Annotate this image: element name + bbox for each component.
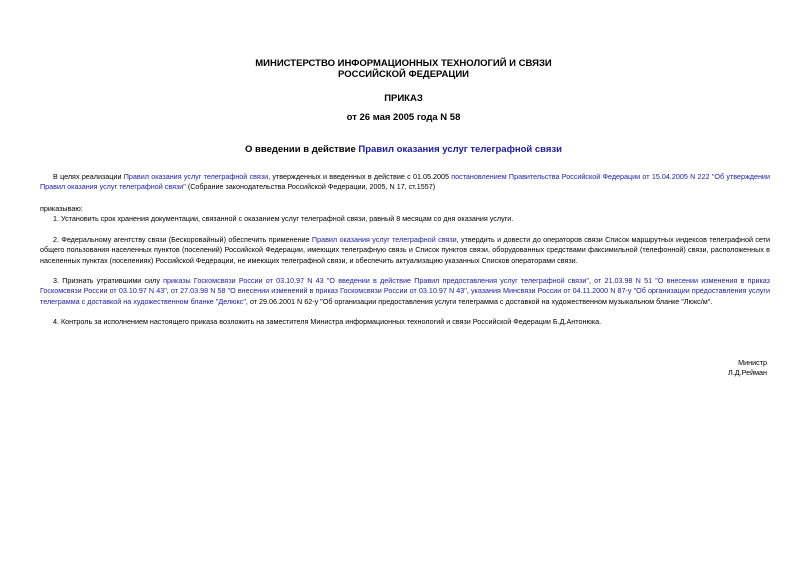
order-51-link[interactable]: от 21.03.98 N 51 "О внесении изменения в приказ Госкомсвязи России от 03.10.97 N 43" [40, 276, 770, 296]
rules-link[interactable]: Правил оказания услуг телеграфной связи [123, 172, 269, 181]
intro-text-1: В целях реализации [53, 172, 124, 181]
item-1: 1. Установить срок хранения документации, связанной с оказанием услуг телеграфной связи, равный 8 месяцам со дня оказания услуги. [53, 214, 514, 223]
intro-text-2: , утвержденных и введенных в действие с 01.05.2005 [268, 172, 452, 181]
item-2-rules-link[interactable]: Правил оказания услуг телеграфной связи [311, 235, 457, 244]
item-3-text-5: , от 29.06.2001 N 62-у "Об организации предоставления услуги телеграмма с доставкой на художественном музыкальном бланке "Люкс/м". [245, 296, 713, 306]
government-decree-link[interactable]: постановлением Правительства Российской Федерации от 15.04.2005 N 222 "Об утверждении Правил оказания услуг телеграфной связи" [40, 172, 770, 192]
signature-name: Л.Д.Рейман [728, 368, 767, 378]
order-43-link[interactable]: приказы Госкомсвязи России от 03.10.97 N 43 "О введении в действие Правил предоставления услуг телеграфной связи" [163, 276, 589, 285]
item-4: 4. Контроль за исполнением настоящего приказа возложить на заместителя Министра информационных технологий и связи Российской Федерации Б.Д.Антонюка. [53, 317, 602, 326]
order-word: приказываю: [40, 204, 83, 213]
item-3-sep-2: , [166, 286, 171, 296]
ministry-heading [0, 58, 807, 80]
intro-paragraph [40, 172, 770, 193]
title-link[interactable]: Правил оказания услуг телеграфной связи [358, 144, 563, 155]
ministry-line-1: МИНИСТЕРСТВО ИНФОРМАЦИОННЫХ ТЕХНОЛОГИЙ И СВЯЗИ [255, 58, 552, 69]
doc-date-number: от 26 мая 2005 года N 58 [346, 112, 461, 123]
doc-type: ПРИКАЗ [384, 93, 423, 104]
title-prefix: О введении в действие [244, 144, 359, 155]
order-58-link[interactable]: от 27.03.98 N 58 "О внесении изменений в приказ Госкомсвязи России от 03.10.97 N 43" [170, 286, 467, 296]
signature-position: Министр [738, 358, 767, 367]
ministry-line-2: РОССИЙСКОЙ ФЕДЕРАЦИИ [337, 69, 469, 80]
item-2-text-1: 2. Федеральному агентству связи (Бескоровайный) обеспечить применение [53, 235, 312, 244]
item-3 [40, 276, 770, 307]
instruction-87u-link[interactable]: указания Минсвязи России от 04.11.2000 N 87-у "Об организации предоставления услуги телеграмма с доставкой на художественном бланке "Делюкс" [40, 286, 770, 306]
item-2 [40, 235, 770, 266]
item-3-sep-3: , [466, 286, 471, 296]
item-2-text-2: , утвердить и довести до операторов связи Список маршрутных индексов телеграфной сети общего пользования населенных пунктов (поселений) Российской Федерации, имеющих телеграфную связь и Список пунктов связи, оборудованных средствами факсимильной (телефонной) связи, расположенных в населенных пунктах (поселениях) Российской Федерации, не имеющих телеграфной связи, и обеспечить актуализацию указанных Списков операторами связи. [40, 235, 770, 265]
item-3-text-1: 3. Признать утратившими силу [53, 276, 164, 285]
signature-block [728, 358, 767, 379]
item-3-sep-1: , [588, 276, 595, 285]
document-title [0, 144, 807, 155]
intro-text-3: (Собрание законодательства Российской Федерации, 2005, N 17, ст.1557) [185, 182, 436, 192]
